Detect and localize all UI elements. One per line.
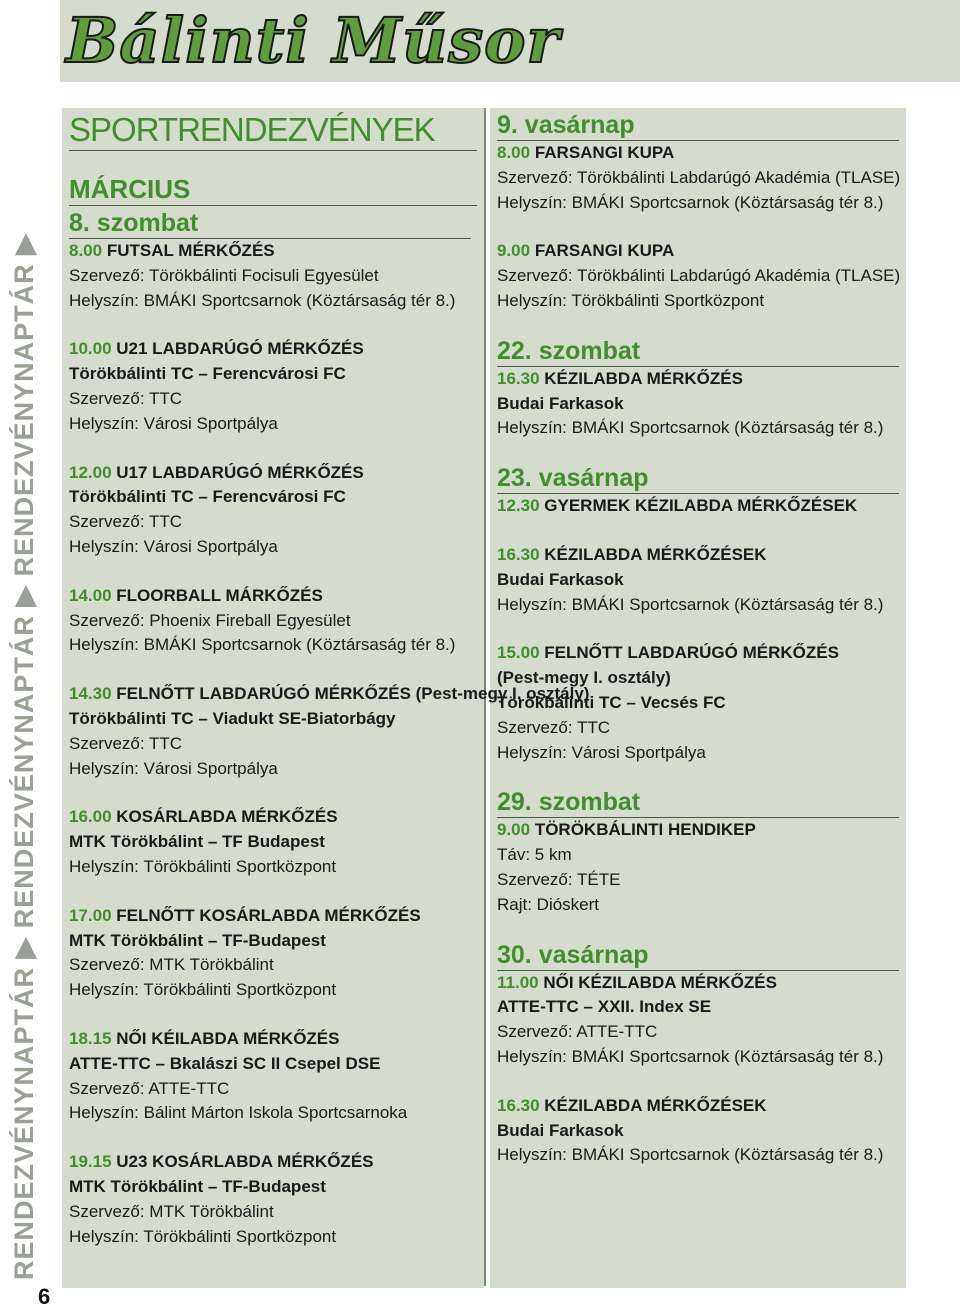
event-time: 8.00 — [69, 241, 103, 260]
event-detail: Rajt: Dióskert — [497, 894, 600, 914]
event-title-line — [69, 805, 481, 830]
event-detail: Helyszín: Törökbálinti Sportközpont — [69, 980, 337, 1000]
event-item — [497, 818, 901, 917]
event-title: TÖRÖKBÁLINTI HENDIKEP — [530, 820, 756, 840]
event-title-line — [69, 682, 590, 707]
event-title-line — [497, 641, 901, 666]
event-time: 12.00 — [69, 462, 112, 482]
event-title: NŐI KÉZILABDA MÉRKŐZÉS — [538, 972, 777, 992]
event-teams: ATTE-TTC – XXII. Index SE — [497, 997, 712, 1017]
event-detail: Szervező: MTK Törökbálint — [69, 955, 274, 975]
right-column — [497, 110, 901, 1168]
event-item — [69, 1027, 481, 1126]
event-title: KÉZILABDA MÉRKŐZÉSEK — [539, 1095, 767, 1115]
event-item — [497, 971, 901, 1070]
event-title-line — [69, 904, 481, 929]
event-detail: Helyszín: BMÁKI Sportcsarnok (Köztársaság tér 8.) — [69, 635, 456, 655]
event-item — [69, 1150, 481, 1249]
event-title: KOSÁRLABDA MÉRKŐZÉS — [111, 807, 338, 827]
event-detail: Helyszín: Törökbálinti Sportközpont — [69, 1226, 337, 1246]
day-heading: 8. szombat — [69, 208, 471, 239]
event-title-line — [497, 494, 901, 519]
event-detail: Helyszín: Városi Sportpálya — [69, 536, 278, 556]
event-item — [69, 682, 590, 781]
event-title-line — [497, 971, 901, 996]
event-title: NŐI KÉILABDA MÉRKŐZÉS — [111, 1028, 340, 1048]
day-heading: 23. vasárnap — [497, 463, 899, 494]
event-time: 8.00 — [497, 143, 531, 162]
event-item — [497, 367, 901, 441]
event-detail: Helyszín: BMÁKI Sportcsarnok (Köztársaság tér 8.) — [497, 1046, 884, 1066]
event-detail: Szervező: TTC — [497, 717, 611, 737]
event-title: FELNŐTT LABDARÚGÓ MÉRKŐZÉS — [539, 643, 839, 663]
event-title: KÉZILABDA MÉRKŐZÉS — [539, 368, 743, 388]
event-title-line — [497, 1094, 901, 1119]
event-time: 12.30 — [497, 496, 540, 516]
event-item — [69, 904, 481, 1003]
event-detail: Szervező: TTC — [69, 512, 183, 532]
event-title-line — [69, 337, 481, 362]
event-title: FLOORBALL MÁRKŐZÉS — [111, 585, 323, 605]
event-detail: Szervező: TTC — [69, 733, 183, 753]
event-title-line — [497, 818, 901, 843]
event-time: 11.00 — [497, 972, 539, 992]
event-detail: Helyszín: Városi Sportpálya — [69, 413, 278, 433]
event-teams: Budai Farkasok — [497, 393, 624, 413]
event-detail: Helyszín: BMÁKI Sportcsarnok (Köztársaság tér 8.) — [497, 594, 884, 614]
event-item — [497, 494, 901, 519]
section-title: SPORTRENDEZVÉNYEK — [69, 110, 477, 151]
event-time: 9.00 — [497, 241, 531, 261]
event-detail: Helyszín: BMÁKI Sportcsarnok (Köztársaság tér 8.) — [497, 1145, 884, 1165]
event-detail: Helyszín: BMÁKI Sportcsarnok (Köztársaság tér 8.) — [69, 290, 456, 310]
event-teams: Törökbálinti TC – Ferencvárosi FC — [69, 364, 346, 384]
event-title: U21 LABDARÚGÓ MÉRKŐZÉS — [111, 339, 364, 359]
event-item — [69, 461, 481, 560]
event-detail: Szervező: ATTE-TTC — [69, 1078, 230, 1098]
day-heading: 30. vasárnap — [497, 940, 899, 971]
event-item — [497, 239, 901, 313]
event-title-line — [69, 239, 481, 264]
event-title-line — [497, 239, 901, 264]
event-teams: Budai Farkasok — [497, 569, 624, 589]
event-detail: Szervező: ATTE-TTC — [497, 1022, 658, 1042]
event-time: 16.00 — [69, 807, 112, 827]
event-detail: Helyszín: Bálint Márton Iskola Sportcsarnoka — [69, 1103, 408, 1123]
event-title-line — [69, 584, 481, 609]
event-teams: Budai Farkasok — [497, 1120, 624, 1140]
event-item — [497, 141, 901, 215]
event-teams: MTK Törökbálint – TF-Budapest — [69, 930, 326, 950]
event-item — [69, 239, 481, 313]
event-detail: Táv: 5 km — [497, 845, 572, 865]
event-item — [69, 805, 481, 879]
event-title-line — [497, 141, 901, 166]
event-title: GYERMEK KÉZILABDA MÉRKŐZÉSEK — [539, 496, 858, 516]
event-detail: Helyszín: Városi Sportpálya — [69, 758, 278, 778]
event-detail: Szervező: Törökbálinti Labdarúgó Akadémia (TLASE) — [497, 167, 901, 187]
publication-title: Bálinti Műsor — [66, 4, 561, 77]
event-teams: MTK Törökbálint – TF Budapest — [69, 832, 325, 852]
event-title-line — [497, 367, 901, 392]
event-item — [497, 641, 901, 765]
masthead — [0, 0, 960, 82]
event-item — [69, 337, 481, 436]
event-time: 9.00 — [497, 820, 531, 840]
month-heading: MÁRCIUS — [69, 173, 477, 206]
event-detail: Helyszín: BMÁKI Sportcsarnok (Köztársaság tér 8.) — [497, 192, 884, 212]
event-detail: Szervező: TÉTE — [497, 869, 621, 889]
event-title: KÉZILABDA MÉRKŐZÉSEK — [539, 544, 767, 564]
event-title: FUTSAL MÉRKŐZÉS — [102, 241, 275, 260]
event-title: FELNŐTT KOSÁRLABDA MÉRKŐZÉS — [111, 905, 421, 925]
event-teams: MTK Törökbálint – TF-Budapest — [69, 1176, 326, 1196]
event-item — [69, 584, 481, 658]
event-time: 14.00 — [69, 585, 112, 605]
event-detail: Szervező: MTK Törökbálint — [69, 1201, 274, 1221]
event-title: U23 KOSÁRLABDA MÉRKŐZÉS — [111, 1152, 374, 1172]
day-heading: 22. szombat — [497, 336, 899, 367]
event-teams: Törökbálinti TC – Viadukt SE-Biatorbágy — [69, 708, 396, 728]
event-teams: (Pest-megy I. osztály) — [497, 668, 671, 688]
event-detail: Szervező: Törökbálinti Labdarúgó Akadémia (TLASE) — [497, 266, 901, 286]
event-title: FARSANGI KUPA — [530, 143, 675, 162]
event-teams: ATTE-TTC – Bkalászi SC II Csepel DSE — [69, 1053, 381, 1073]
event-title: FELNŐTT LABDARÚGÓ MÉRKŐZÉS (Pest-megy I. osztály) — [111, 684, 590, 704]
day-heading: 29. szombat — [497, 787, 899, 818]
event-title-line — [69, 1150, 481, 1175]
event-teams: Törökbálinti TC – Vecsés FC — [497, 692, 726, 712]
event-title-line — [69, 1027, 481, 1052]
event-item — [497, 1094, 901, 1168]
event-detail: Helyszín: Törökbálinti Sportközpont — [69, 856, 337, 876]
event-time: 10.00 — [69, 339, 112, 359]
event-detail: Szervező: Törökbálinti Focisuli Egyesület — [69, 265, 379, 285]
right-day-list — [497, 110, 901, 1168]
page-number: 6 — [38, 1284, 51, 1309]
event-time: 15.00 — [497, 643, 540, 663]
event-detail: Helyszín: Törökbálinti Sportközpont — [497, 290, 765, 310]
event-item — [497, 543, 901, 617]
sidebar-label: RENDEZVÉNYNAPTÁR ▶ RENDEZVÉNYNAPTÁR ▶ RENDEZVÉNYNAPTÁR ▶ — [9, 233, 39, 1280]
event-teams: Törökbálinti TC – Ferencvárosi FC — [69, 487, 346, 507]
event-detail: Helyszín: BMÁKI Sportcsarnok (Köztársaság tér 8.) — [497, 418, 884, 438]
day-heading: 9. vasárnap — [497, 110, 899, 141]
event-time: 16.30 — [497, 544, 540, 564]
event-title: U17 LABDARÚGÓ MÉRKŐZÉS — [111, 462, 364, 482]
event-time: 14.30 — [69, 684, 112, 704]
event-title-line — [497, 543, 901, 568]
event-detail: Szervező: Phoenix Fireball Egyesület — [69, 610, 351, 630]
event-time: 17.00 — [69, 905, 112, 925]
event-time: 16.30 — [497, 368, 540, 388]
event-time: 19.15 — [69, 1152, 112, 1172]
event-time: 16.30 — [497, 1095, 540, 1115]
event-time: 18.15 — [69, 1028, 112, 1048]
event-title-line — [69, 461, 481, 486]
event-title: FARSANGI KUPA — [530, 241, 675, 261]
event-detail: Helyszín: Városi Sportpálya — [497, 742, 706, 762]
event-detail: Szervező: TTC — [69, 388, 183, 408]
